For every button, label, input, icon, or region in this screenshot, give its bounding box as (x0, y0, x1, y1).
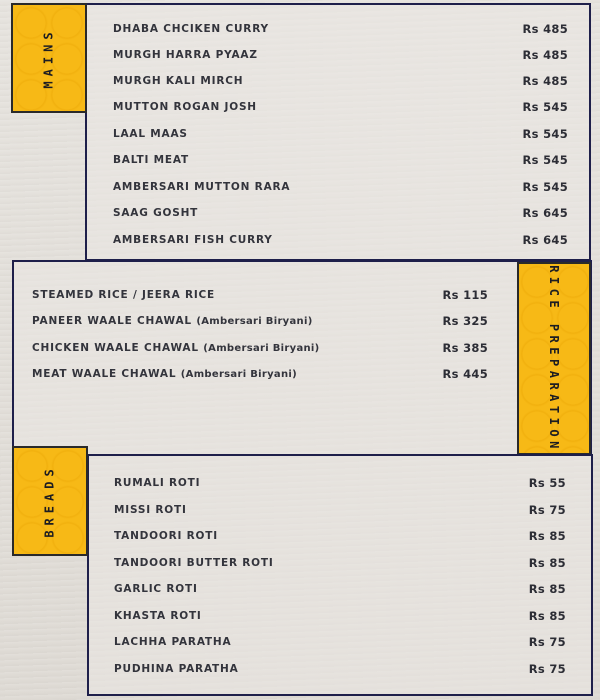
item-name: PUDHINA PARATHA (114, 663, 239, 675)
item-name: AMBERSARI MUTTON RARA (113, 181, 291, 193)
item-subtitle: (Ambersari Biryani) (196, 316, 313, 327)
rice-tab (517, 262, 591, 455)
breads-tab (12, 446, 88, 556)
item-name: BALTI MEAT (113, 154, 189, 166)
breads-section (87, 454, 593, 696)
menu-item (114, 529, 566, 543)
item-subtitle: (Ambersari Biryani) (180, 369, 297, 380)
item-price: Rs 385 (442, 341, 488, 355)
item-name: MURGH KALI MIRCH (113, 75, 244, 87)
menu-item (113, 48, 568, 62)
item-price: Rs 485 (522, 22, 568, 36)
item-price: Rs 545 (522, 153, 568, 167)
item-price: Rs 85 (528, 582, 566, 596)
item-price: Rs 485 (522, 74, 568, 88)
item-price: Rs 75 (528, 662, 566, 676)
menu-item (114, 582, 566, 596)
item-name: DHABA CHCIKEN CURRY (113, 23, 269, 35)
item-name: MUTTON ROGAN JOSH (113, 101, 257, 113)
item-name: AMBERSARI FISH CURRY (113, 234, 273, 246)
menu-item (114, 662, 566, 676)
menu-item (113, 100, 568, 114)
item-name: KHASTA ROTI (114, 610, 202, 622)
menu-item (114, 503, 566, 517)
item-name: SAAG GOSHT (113, 207, 199, 219)
item-price: Rs 485 (522, 48, 568, 62)
menu-item (32, 367, 488, 381)
menu-item (114, 476, 566, 490)
menu-item (113, 206, 568, 220)
item-price: Rs 545 (522, 100, 568, 114)
menu-item (114, 609, 566, 623)
item-price: Rs 85 (528, 609, 566, 623)
menu-item (114, 635, 566, 649)
mains-title: MAINS (42, 27, 56, 89)
item-name: GARLIC ROTI (114, 583, 198, 595)
menu-item (32, 288, 488, 302)
item-name: PANEER WAALE CHAWAL (Ambersari Biryani) (32, 315, 313, 327)
menu-item (32, 341, 488, 355)
item-price: Rs 645 (522, 206, 568, 220)
item-name: MEAT WAALE CHAWAL (Ambersari Biryani) (32, 368, 297, 380)
breads-title: BREADS (43, 464, 58, 538)
menu-item (113, 153, 568, 167)
item-subtitle: (Ambersari Biryani) (203, 343, 320, 354)
item-name: MURGH HARRA PYAAZ (113, 49, 258, 61)
item-name: CHICKEN WAALE CHAWAL (Ambersari Biryani) (32, 342, 320, 354)
item-name: TANDOORI ROTI (114, 530, 218, 542)
item-name: TANDOORI BUTTER ROTI (114, 557, 274, 569)
item-price: Rs 85 (528, 556, 566, 570)
item-price: Rs 545 (522, 127, 568, 141)
menu-item (32, 314, 488, 328)
item-price: Rs 75 (528, 503, 566, 517)
mains-tab (11, 3, 87, 113)
item-price: Rs 545 (522, 180, 568, 194)
item-price: Rs 55 (528, 476, 566, 490)
menu-item (113, 180, 568, 194)
item-name: STEAMED RICE / JEERA RICE (32, 289, 216, 301)
item-name: MISSI ROTI (114, 504, 187, 516)
item-price: Rs 645 (522, 233, 568, 247)
item-price: Rs 85 (528, 529, 566, 543)
item-name: LACHHA PARATHA (114, 636, 232, 648)
item-price: Rs 75 (528, 635, 566, 649)
item-name: LAAL MAAS (113, 128, 188, 140)
rice-title: RICE PREPARATION (547, 264, 561, 453)
menu-item (113, 127, 568, 141)
menu-item (113, 74, 568, 88)
item-name: RUMALI ROTI (114, 477, 201, 489)
item-price: Rs 445 (442, 367, 488, 381)
item-price: Rs 325 (442, 314, 488, 328)
menu-item (113, 22, 568, 36)
menu-item (114, 556, 566, 570)
menu-item (113, 233, 568, 247)
item-price: Rs 115 (442, 288, 488, 302)
